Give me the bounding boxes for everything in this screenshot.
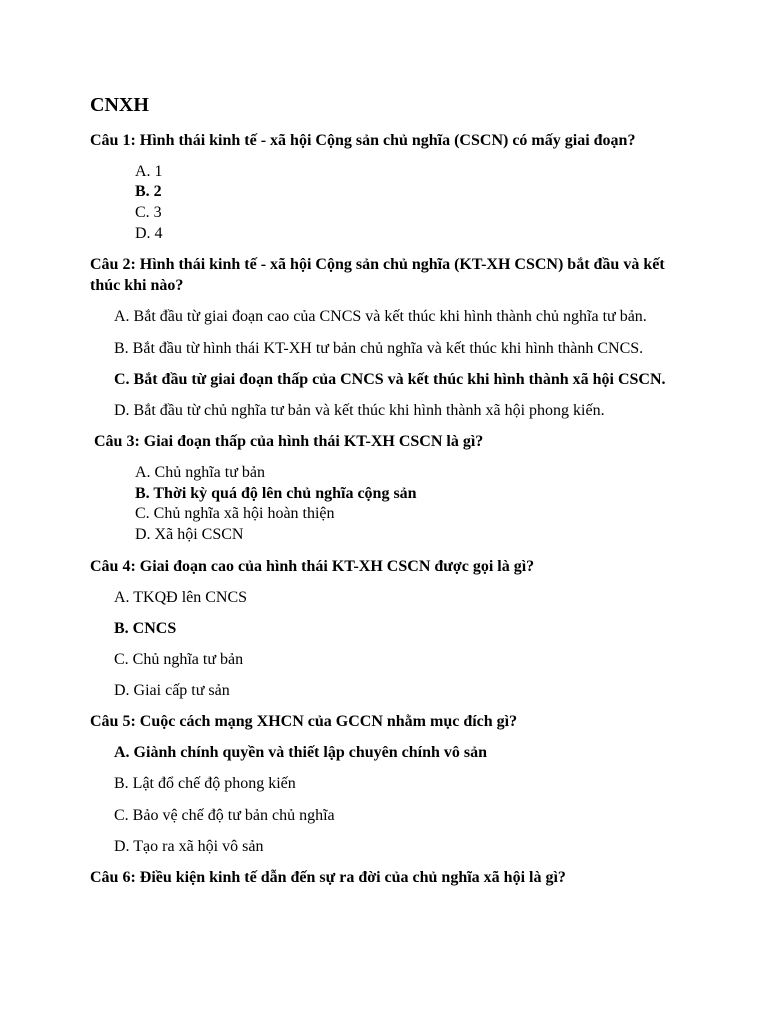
- question-2-option-d: D. Bắt đầu từ chủ nghĩa tư bản và kết thúc khi hình thành xã hội phong kiến.: [114, 402, 605, 419]
- question-1-option-a: A. 1: [135, 163, 163, 180]
- question-5: Câu 5: Cuộc cách mạng XHCN của GCCN nhằm mục đích gì?: [90, 713, 518, 730]
- question-5-option-a-correct: A. Giành chính quyền và thiết lập chuyên chính vô sản: [114, 744, 487, 761]
- question-5-option-d: D. Tạo ra xã hội vô sản: [114, 838, 264, 855]
- question-1: Câu 1: Hình thái kinh tế - xã hội Cộng sản chủ nghĩa (CSCN) có mấy giai đoạn?: [90, 132, 636, 149]
- question-2-option-a: A. Bắt đầu từ giai đoạn cao của CNCS và kết thúc khi hình thành chủ nghĩa tư bản.: [114, 308, 647, 325]
- question-5-option-b: B. Lật đổ chế độ phong kiến: [114, 775, 296, 792]
- question-3: Câu 3: Giai đoạn thấp của hình thái KT-XH CSCN là gì?: [94, 433, 484, 450]
- question-3-option-c: C. Chủ nghĩa xã hội hoàn thiện: [135, 505, 335, 522]
- question-5-option-c: C. Bảo vệ chế độ tư bản chủ nghĩa: [114, 807, 335, 824]
- document-title: CNXH: [90, 94, 149, 116]
- question-4-option-d: D. Giai cấp tư sản: [114, 682, 230, 699]
- question-3-option-d: D. Xã hội CSCN: [135, 526, 244, 543]
- question-4-option-a: A. TKQĐ lên CNCS: [114, 589, 248, 606]
- question-2: Câu 2: Hình thái kinh tế - xã hội Cộng sản chủ nghĩa (KT-XH CSCN) bắt đầu và kết thúc khi nào?: [90, 256, 665, 294]
- question-6: Câu 6: Điều kiện kinh tế dẫn đến sự ra đời của chủ nghĩa xã hội là gì?: [90, 869, 566, 886]
- question-1-option-d: D. 4: [135, 225, 163, 242]
- question-3-option-b-correct: B. Thời kỳ quá độ lên chủ nghĩa cộng sản: [135, 485, 417, 502]
- question-3-option-a: A. Chủ nghĩa tư bản: [135, 464, 265, 481]
- question-4: Câu 4: Giai đoạn cao của hình thái KT-XH CSCN được gọi là gì?: [90, 558, 535, 575]
- question-4-option-b-correct: B. CNCS: [114, 620, 177, 637]
- question-4-option-c: C. Chủ nghĩa tư bản: [114, 651, 244, 668]
- question-2-option-b: B. Bắt đầu từ hình thái KT-XH tư bản chủ nghĩa và kết thúc khi hình thành CNCS.: [114, 340, 644, 357]
- question-1-option-b-correct: B. 2: [135, 183, 162, 200]
- question-1-option-c: C. 3: [135, 204, 162, 221]
- question-2-option-c-correct: C. Bắt đầu từ giai đoạn thấp của CNCS và kết thúc khi hình thành xã hội CSCN.: [114, 371, 666, 388]
